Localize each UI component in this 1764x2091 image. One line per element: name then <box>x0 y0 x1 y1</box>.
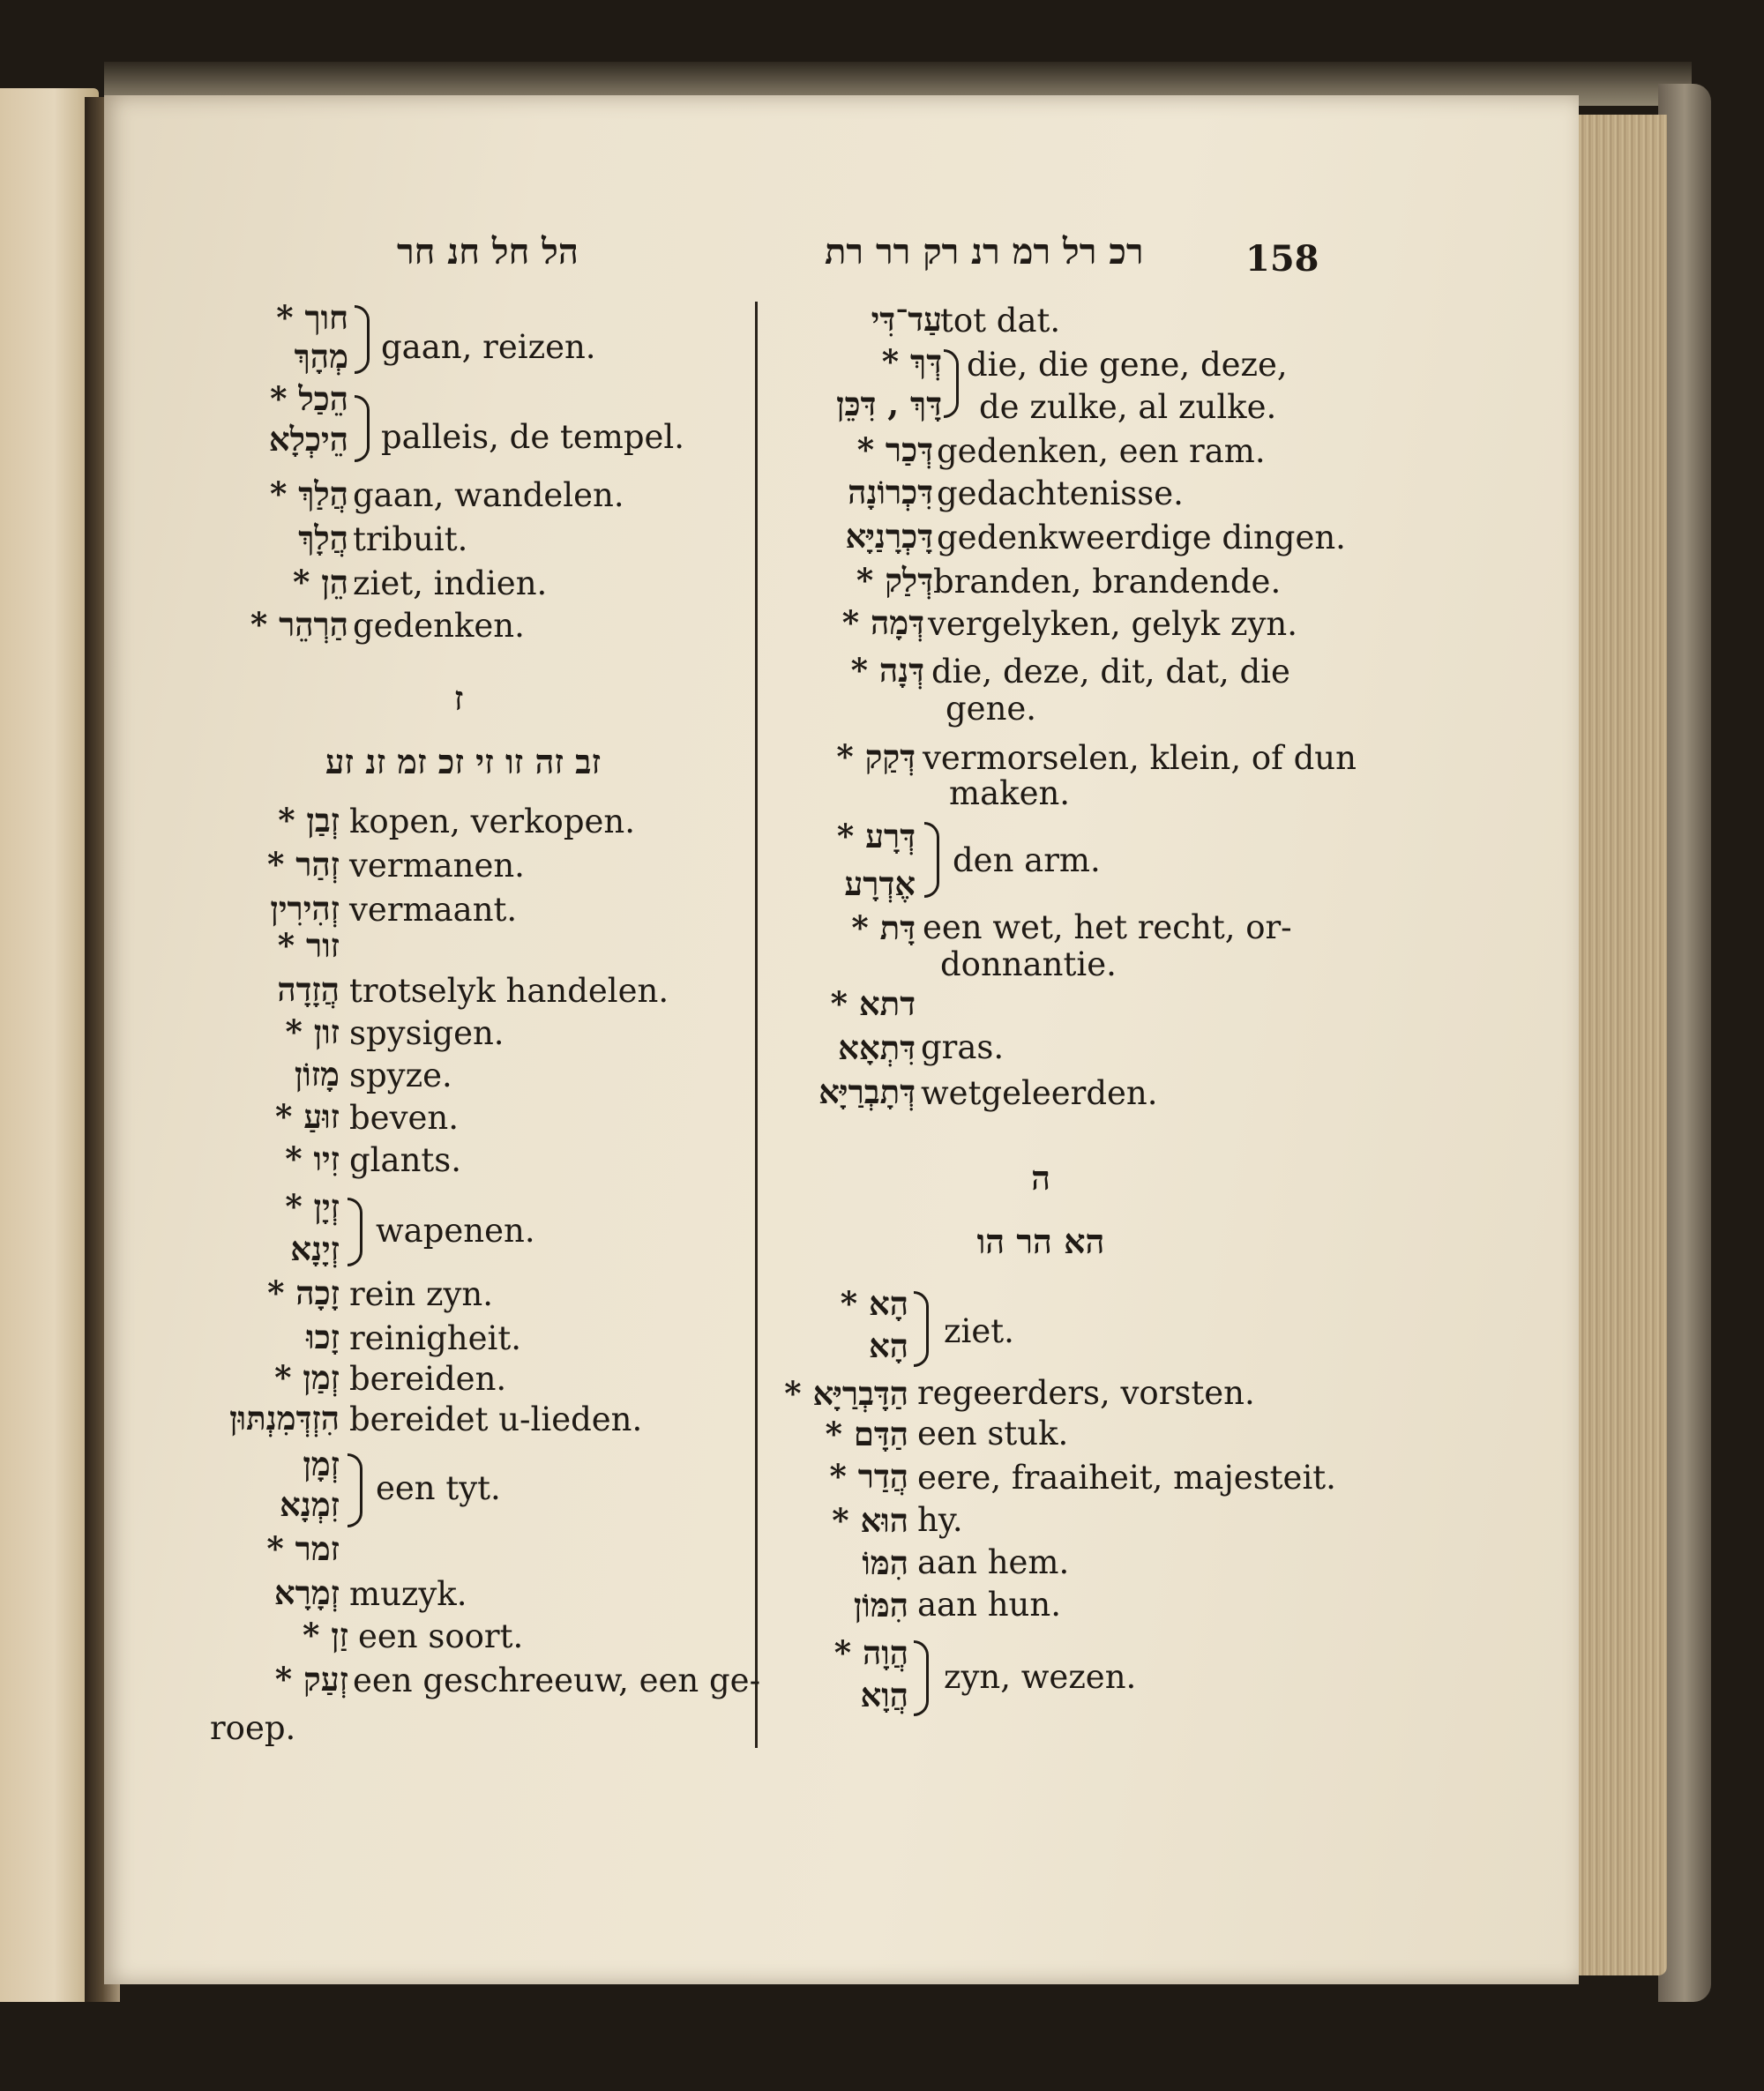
left-running-header: הל חל חנ חר <box>397 231 579 273</box>
section-header: הא הר הו <box>976 1221 1105 1261</box>
hebrew-word: דְּקַק * <box>836 737 916 776</box>
dutch-gloss: palleis, de tempel. <box>381 418 685 456</box>
hebrew-word: הִזְדְּמִנְתּוּן <box>229 1399 340 1438</box>
dutch-gloss: roep. <box>210 1709 296 1747</box>
hebrew-word: מָזוֹן <box>294 1055 340 1094</box>
dutch-gloss: reinigheit. <box>349 1319 521 1357</box>
hebrew-word: הֲלַךְ * <box>270 474 348 513</box>
hebrew-word: דְּמָה * <box>841 603 924 642</box>
hebrew-word: זִיו * <box>285 1139 340 1178</box>
hebrew-word: חוך * <box>276 298 348 337</box>
dutch-gloss: spysigen. <box>349 1014 505 1052</box>
right-running-header: רכ רל רמ רנ רק רר רת <box>825 231 1144 273</box>
dutch-gloss: gras. <box>921 1028 1005 1066</box>
hebrew-word: זָכוּ <box>306 1318 340 1356</box>
brace <box>914 1640 929 1716</box>
dutch-gloss: bereiden. <box>349 1360 507 1398</box>
hebrew-word: זוּעַ * <box>275 1097 340 1136</box>
dutch-gloss: muzyk. <box>349 1575 467 1613</box>
hebrew-word: דְּנָה * <box>850 651 924 690</box>
hebrew-word: דְּרָע * <box>836 817 916 855</box>
hebrew-word: זְבַן * <box>278 801 340 840</box>
dutch-gloss: die, deze, dit, dat, die <box>931 653 1290 691</box>
hebrew-word: הַרְהֵר * <box>250 605 348 644</box>
hebrew-word: הָא * <box>840 1284 908 1323</box>
brace <box>348 1198 363 1266</box>
hebrew-word: הֲזָדָה <box>277 970 340 1009</box>
dutch-gloss: hy. <box>917 1501 963 1539</box>
dutch-gloss: kopen, verkopen. <box>349 803 635 840</box>
dutch-gloss: een soort. <box>358 1617 524 1655</box>
hebrew-word: זְהִירִין <box>270 889 340 928</box>
hebrew-word: זמר * <box>266 1529 340 1568</box>
dutch-gloss: een wet, het recht, or- <box>923 908 1292 946</box>
hebrew-word: הֲוָה * <box>833 1633 908 1672</box>
hebrew-word: הֲדַר * <box>829 1457 908 1496</box>
brace <box>924 822 939 898</box>
dutch-gloss: gaan, reizen. <box>381 328 596 366</box>
hebrew-word: דְּכַר * <box>856 430 933 469</box>
hebrew-word: הוּא * <box>832 1501 908 1540</box>
dutch-gloss: maken. <box>949 774 1071 812</box>
dutch-gloss: spyze. <box>349 1057 452 1094</box>
hebrew-word: אֶדְרָע <box>844 864 916 903</box>
brace <box>914 1291 929 1367</box>
dutch-gloss: gedachtenisse. <box>937 474 1184 512</box>
hebrew-word: הִמּוֹ <box>862 1543 908 1582</box>
dutch-gloss: gedenken. <box>353 607 525 645</box>
dutch-gloss: aan hun. <box>917 1586 1061 1624</box>
dutch-gloss: vermanen. <box>349 847 525 885</box>
hebrew-word: זור * <box>277 926 340 965</box>
hebrew-word: הֲלָךְ <box>298 519 348 557</box>
dutch-gloss: gedenkweerdige dingen. <box>937 519 1346 556</box>
hebrew-word: זְהַר * <box>266 845 340 884</box>
dutch-gloss: rein zyn. <box>349 1275 493 1313</box>
column-divider <box>755 302 758 1748</box>
dutch-gloss: gene. <box>946 690 1037 728</box>
dutch-gloss: beven. <box>349 1099 459 1137</box>
dutch-gloss: vermaant. <box>349 891 518 929</box>
hebrew-word: דָּךְ , דִּכֵּן <box>836 385 942 423</box>
hebrew-word: דִּתְאָא <box>838 1028 916 1067</box>
dutch-gloss: zyn, wezen. <box>944 1658 1137 1696</box>
hebrew-word: הַדָּבְרַיָּא * <box>784 1374 908 1413</box>
hebrew-word: דִּכְרוֹנָה <box>848 473 933 512</box>
hebrew-word: זְעַק * <box>274 1660 348 1699</box>
hebrew-word: דתא * <box>830 984 916 1023</box>
hebrew-word: זְמַן * <box>274 1358 340 1397</box>
hebrew-word: זַן * <box>303 1616 348 1654</box>
hebrew-word: הֵיכְלָא <box>268 420 348 459</box>
dutch-gloss: vergelyken, gelyk zyn. <box>928 605 1297 643</box>
dutch-gloss: aan hem. <box>917 1543 1070 1581</box>
hebrew-word: זְיָן * <box>285 1187 340 1226</box>
dutch-gloss: ziet, indien. <box>353 564 548 602</box>
section-letter: ז <box>453 678 464 718</box>
dutch-gloss: tribuit. <box>353 520 468 558</box>
hebrew-word: מְהָךְ <box>294 337 348 376</box>
hebrew-word: זְיָנָא <box>290 1229 340 1268</box>
dutch-gloss: trotselyk handelen. <box>349 972 669 1010</box>
dutch-gloss: den arm. <box>953 841 1101 879</box>
section-header: זב זה זו זי זכ זמ זנ זע <box>325 742 602 781</box>
hebrew-word: דָּכְרָנַיָּא <box>845 517 933 556</box>
dutch-gloss: branden, brandende. <box>933 563 1282 601</box>
dutch-gloss: vermorselen, klein, of dun <box>923 739 1357 777</box>
dutch-gloss: die, die gene, deze, <box>967 346 1288 384</box>
dutch-gloss: tot dat. <box>940 302 1061 340</box>
dutch-gloss: eere, fraaiheit, majesteit. <box>917 1459 1336 1497</box>
page-number: 158 <box>1245 238 1319 280</box>
dutch-gloss: bereidet u-lieden. <box>349 1400 643 1438</box>
hebrew-word: זִמְנָא <box>279 1485 340 1524</box>
dutch-gloss: glants. <box>349 1141 462 1179</box>
dutch-gloss: regeerders, vorsten. <box>917 1374 1255 1412</box>
hebrew-word: הֲוָא <box>860 1676 908 1714</box>
dutch-gloss: donnantie. <box>940 945 1117 983</box>
hebrew-word: דְּתָבְרַיָּא <box>818 1072 916 1111</box>
hebrew-word: הֵכַל * <box>270 379 348 418</box>
hebrew-word: זְמָן <box>303 1445 340 1483</box>
hebrew-word: דְּךְ * <box>881 342 942 381</box>
dutch-gloss: gaan, wandelen. <box>353 476 624 514</box>
hebrew-word: הָא <box>868 1326 908 1365</box>
hebrew-word: הִמּוֹן <box>853 1586 908 1624</box>
dutch-gloss: wetgeleerden. <box>921 1074 1158 1112</box>
dutch-gloss: wapenen. <box>376 1212 535 1250</box>
brace <box>355 305 370 374</box>
hebrew-word: הַדָּם * <box>825 1415 908 1453</box>
hebrew-word: דָּת * <box>851 908 916 947</box>
hebrew-word: עַד־דִּי <box>871 300 942 339</box>
dutch-gloss: een tyt. <box>376 1469 501 1507</box>
dutch-gloss: een geschreeuw, een ge- <box>353 1662 761 1699</box>
dutch-gloss: ziet. <box>944 1312 1014 1350</box>
hebrew-word: דְּלַק * <box>856 561 933 600</box>
section-letter: ה <box>1031 1158 1050 1198</box>
hebrew-word: זְמָרָא <box>273 1573 340 1612</box>
hebrew-word: זון * <box>285 1012 340 1051</box>
brace <box>348 1453 363 1527</box>
brace <box>355 395 370 462</box>
hebrew-word: זָכָה * <box>267 1273 340 1312</box>
dutch-gloss: een stuk. <box>917 1415 1069 1452</box>
hebrew-word: הֵן * <box>293 563 348 601</box>
dutch-gloss: de zulke, al zulke. <box>979 388 1277 426</box>
dutch-gloss: gedenken, een ram. <box>937 432 1266 470</box>
brace <box>944 349 959 418</box>
